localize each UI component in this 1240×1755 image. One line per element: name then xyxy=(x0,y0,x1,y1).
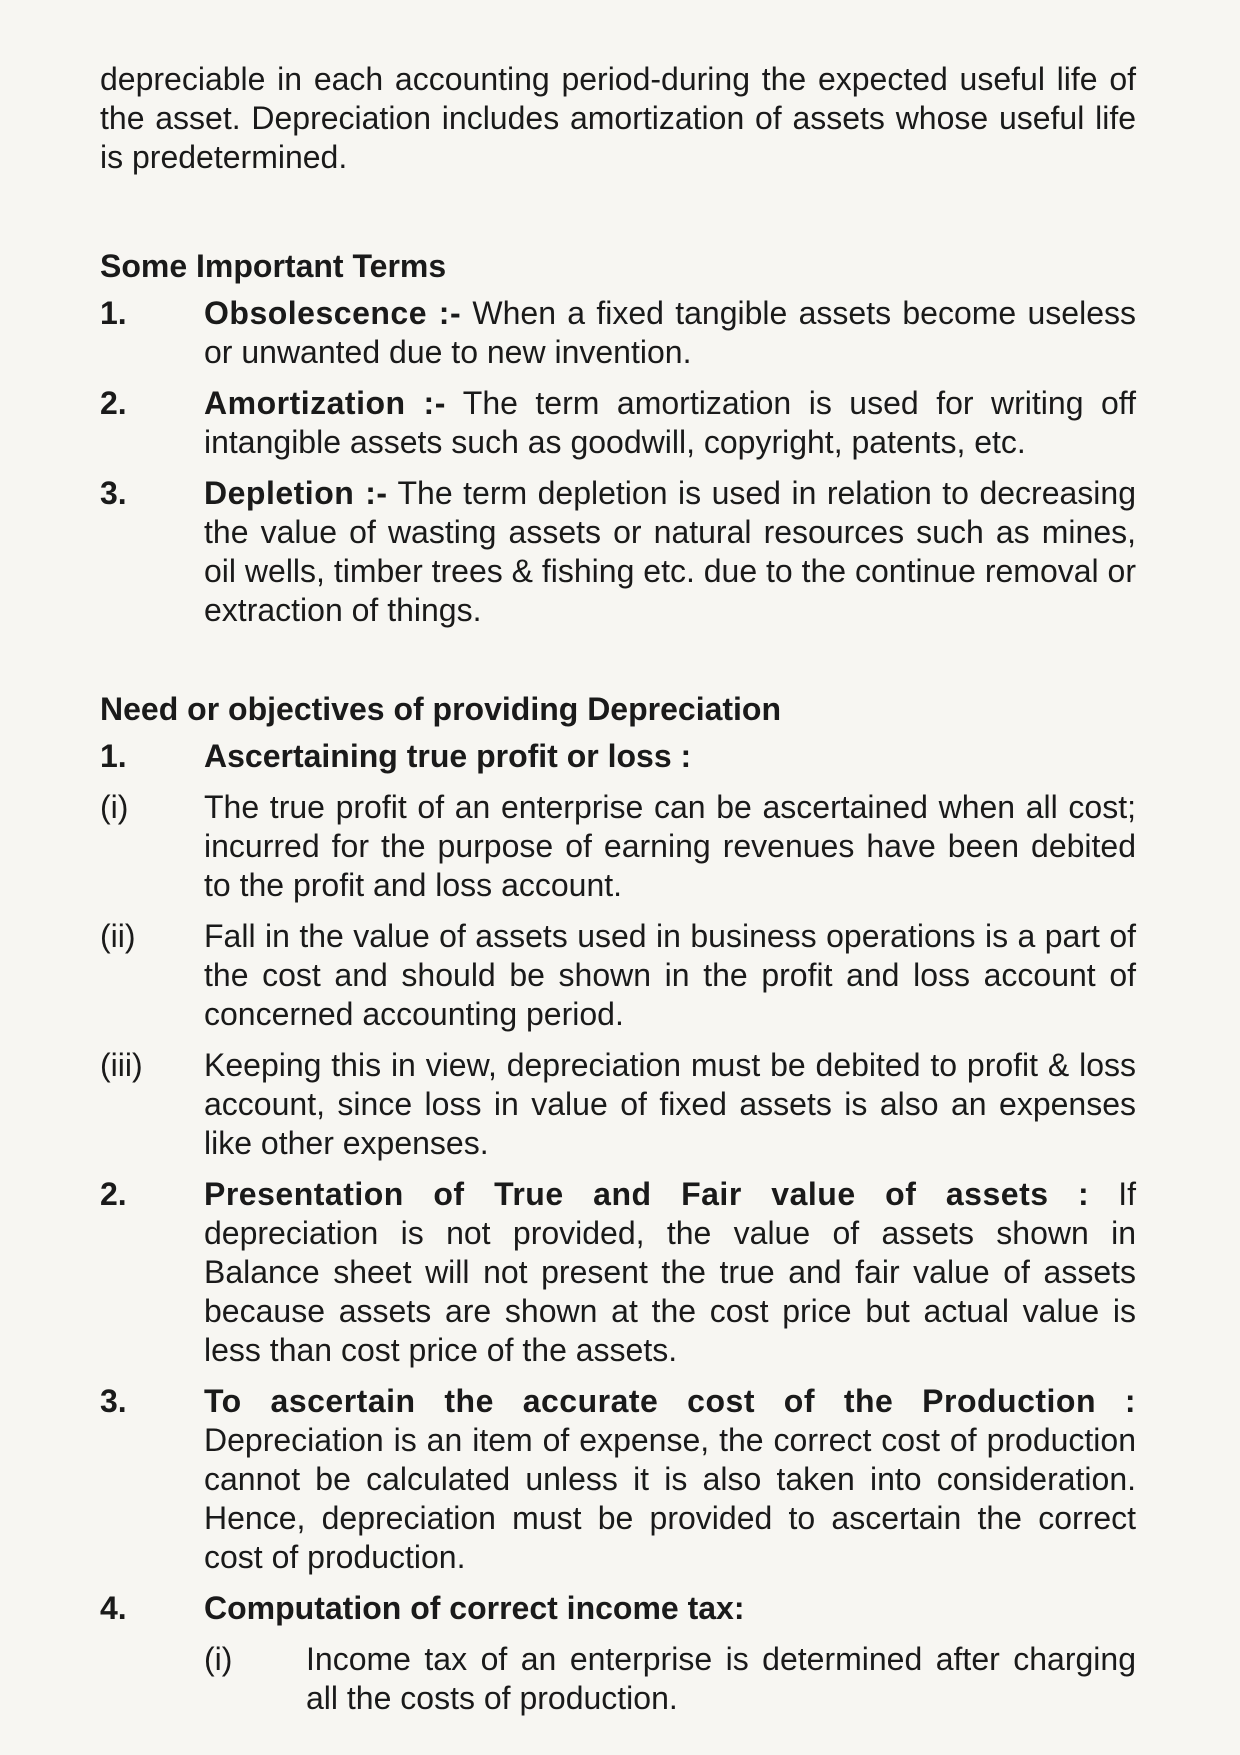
sub-item-number: (iii) xyxy=(100,1047,143,1083)
sub-item xyxy=(100,1046,1136,1163)
item-body xyxy=(204,384,1136,462)
term-label: Obsolescence :- xyxy=(204,295,462,331)
sub-item-text: The true profit of an enterprise can be ascertained when all cost; incurred for the purpose of earning revenues have been debited to the profit and loss account. xyxy=(204,789,1136,903)
objective-description: Depreciation is an item of expense, the correct cost of production cannot be calculated unless it is also taken into consideration. Hence, depreciation must be provided to ascertain the correct cost of production. xyxy=(204,1422,1136,1575)
sub-item-number: (i) xyxy=(204,1641,233,1677)
section-heading-important-terms: Some Important Terms xyxy=(100,248,447,284)
sub-item xyxy=(100,917,1136,1034)
sub-item-text: Keeping this in view, depreciation must be debited to profit & loss account, since loss in value of fixed assets is also an expenses like other expenses. xyxy=(204,1047,1136,1161)
item-number: 4. xyxy=(100,1590,127,1626)
intro-paragraph: depreciable in each accounting period-during the expected useful life of the asset. Depreciation includes amortization of assets whose useful life is predetermined. xyxy=(100,61,1136,175)
term-item-depletion xyxy=(100,474,1136,630)
term-label: Depletion :- xyxy=(204,475,388,511)
objective-description: If depreciation is not provided, the value of assets shown in Balance sheet will not present the true and fair value of assets because assets are shown at the cost price but actual value is less than cost price of the assets. xyxy=(204,1176,1137,1368)
term-description: When a fixed tangible assets become useless or unwanted due to new invention. xyxy=(204,295,1137,370)
objective-item-fair-value xyxy=(100,1175,1136,1370)
objective-item-income-tax xyxy=(100,1589,1136,1628)
term-item-amortization xyxy=(100,384,1136,462)
objective-title: Computation of correct income tax: xyxy=(204,1590,745,1626)
item-body xyxy=(204,1175,1136,1370)
item-body xyxy=(204,1382,1136,1577)
objective-title: To ascertain the accurate cost of the Production : xyxy=(204,1383,1136,1419)
objective-item-production-cost xyxy=(100,1382,1136,1577)
term-label: Amortization :- xyxy=(204,385,446,421)
item-number: 1. xyxy=(100,295,127,331)
item-body xyxy=(204,294,1136,372)
objective-title: Ascertaining true profit or loss : xyxy=(204,738,692,774)
item-number: 2. xyxy=(100,385,127,421)
objective-title: Presentation of True and Fair value of assets : xyxy=(204,1176,1090,1212)
sub-item-number: (i) xyxy=(100,789,129,825)
item-number: 3. xyxy=(100,1383,127,1419)
item-number: 1. xyxy=(100,738,127,774)
term-item-obsolescence xyxy=(100,294,1136,372)
objective-item-true-profit xyxy=(100,737,1136,776)
term-description: The term depletion is used in relation to decreasing the value of wasting assets or natural resources such as mines, oil wells, timber trees & fishing etc. due to the continue removal or extraction of things. xyxy=(204,475,1137,628)
item-body xyxy=(204,474,1136,630)
term-description: The term amortization is used for writing off intangible assets such as goodwill, copyright, patents, etc. xyxy=(204,385,1137,460)
item-number: 2. xyxy=(100,1176,127,1212)
sub-item-text: Fall in the value of assets used in business operations is a part of the cost and should be shown in the profit and loss account of concerned accounting period. xyxy=(204,918,1136,1032)
sub-item xyxy=(204,1640,1136,1718)
sub-item xyxy=(100,788,1136,905)
item-number: 3. xyxy=(100,475,127,511)
sub-item-number: (ii) xyxy=(100,918,136,954)
section-heading-objectives: Need or objectives of providing Depreciation xyxy=(100,691,782,727)
sub-item-text: Income tax of an enterprise is determined after charging all the costs of production. xyxy=(306,1641,1136,1716)
